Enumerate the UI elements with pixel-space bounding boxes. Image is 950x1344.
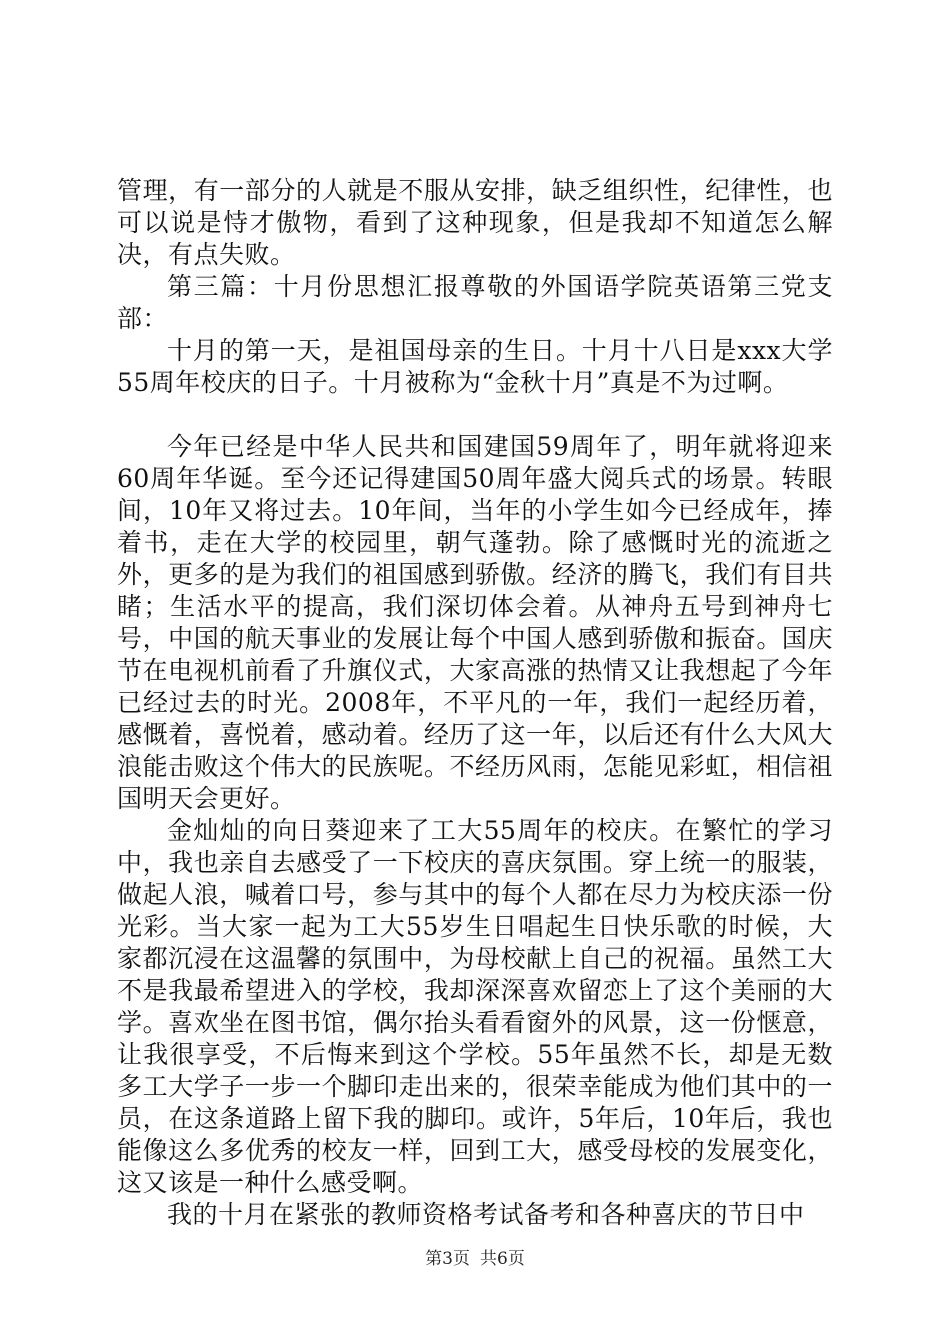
page-number: 第3页 — [425, 1249, 470, 1269]
paragraph-section-heading: 第三篇：十月份思想汇报尊敬的外国语学院英语第三党支部： — [117, 272, 833, 333]
paragraph-school-anniversary: 金灿灿的向日葵迎来了工大55周年的校庆。在繁忙的学习中，我也亲自去感受了一下校庆的喜庆氛围。穿上统一的服装，做起人浪，喊着口号，参与其中的每个人都在尽力为校庆添一份光彩。当大家一起为工大55岁生日唱起生日快乐歌的时候，大家都沉浸在这温馨的氛围中，为母校献上自己的祝福。虽然工大不是我最希望进入的学校，我却深深喜欢留恋上了这个美丽的大学。喜欢坐在图书馆，偶尔抬头看看窗外的风景，这一份惬意，让我很享受，不后悔来到这个学校。55年虽然不长，却是无数多工大学子一步一个脚印走出来的，很荣幸能成为他们其中的一员，在这条道路上留下我的脚印。或许，5年后，10年后，我也能像这么多优秀的校友一样，回到工大，感受母校的发展变化，这又该是一种什么感受啊。 — [117, 816, 833, 1197]
paragraph-october: 我的十月在紧张的教师资格考试备考和各种喜庆的节日中 — [167, 1200, 805, 1229]
page-footer — [0, 1244, 950, 1269]
paragraph-opening: 十月的第一天，是祖国母亲的生日。十月十八日是xxx大学55周年校庆的日子。十月被称为“金秋十月”真是不为过啊。 — [117, 336, 833, 397]
paragraph-national-day: 今年已经是中华人民共和国建国59周年了，明年就将迎来60周年华诞。至今还记得建国50周年盛大阅兵式的场景。转眼间，10年又将过去。10年间，当年的小学生如今已经成年，捧着书，走在大学的校园里，朝气蓬勃。除了感慨时光的流逝之外，更多的是为我们的祖国感到骄傲。经济的腾飞，我们有目共睹；生活水平的提高，我们深切体会着。从神舟五号到神舟七号，中国的航天事业的发展让每个中国人感到骄傲和振奋。国庆节在电视机前看了升旗仪式，大家高涨的热情又让我想起了今年已经过去的时光。2008年，不平凡的一年，我们一起经历着，感慨着，喜悦着，感动着。经历了这一年，以后还有什么大风大浪能击败这个伟大的民族呢。不经历风雨，怎能见彩虹，相信祖国明天会更好。 — [117, 432, 833, 813]
paragraph-continuation: 管理，有一部分的人就是不服从安排，缺乏组织性，纪律性，也可以说是恃才傲物，看到了这种现象，但是我却不知道怎么解决，有点失败。 — [117, 176, 833, 269]
document-body — [117, 175, 833, 1231]
page-total: 共6页 — [480, 1249, 525, 1269]
